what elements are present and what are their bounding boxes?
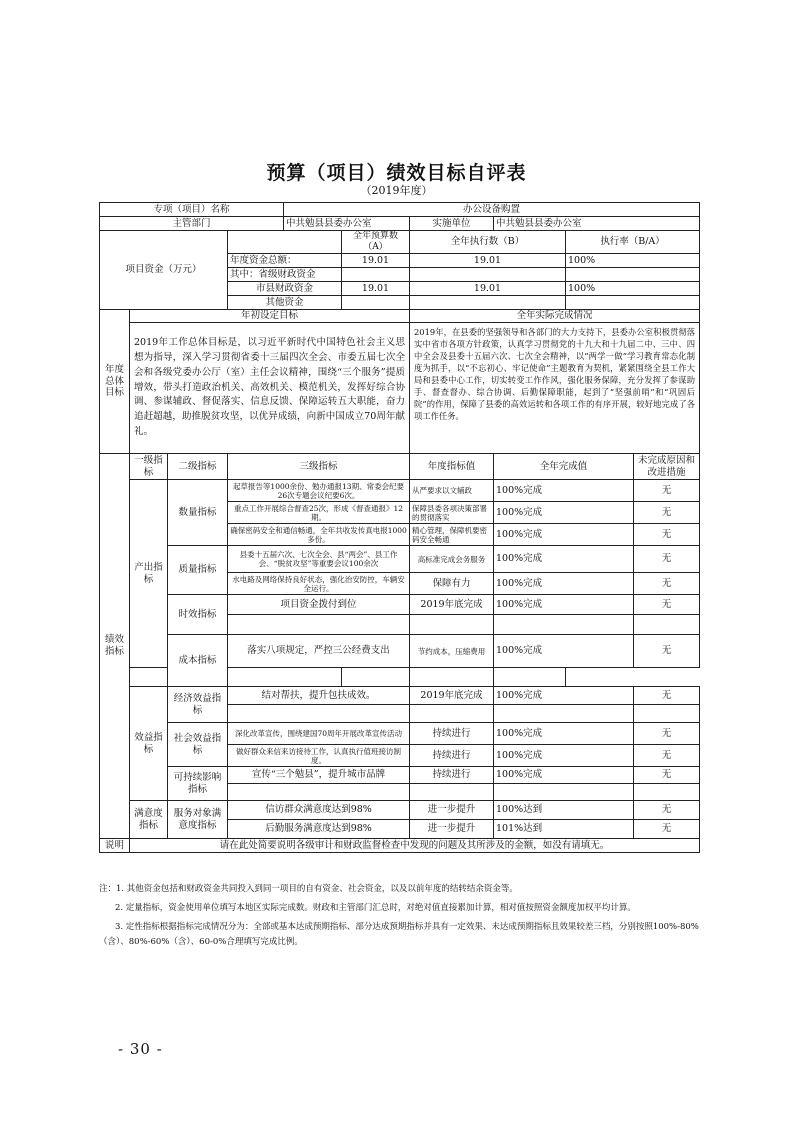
target-value: 2019年底完成 bbox=[410, 687, 494, 705]
third-level-text: 起草报告等1000余份、勉办通报13期、常委会纪要26次专题会议纪要6次。 bbox=[228, 480, 410, 502]
econ-indicator-label: 经济效益指标 bbox=[168, 687, 228, 723]
completion-value: 100%完成 bbox=[494, 502, 634, 524]
target-value: 持续进行 bbox=[410, 767, 494, 784]
completion-value: 100%达到 bbox=[494, 801, 634, 820]
reason-value bbox=[494, 668, 566, 687]
reason-value: 无 bbox=[634, 687, 700, 705]
third-level-text bbox=[228, 784, 410, 801]
funds-col-rate: 执行率（B/A） bbox=[566, 231, 700, 254]
third-level-text: 后勤服务满意度达到98% bbox=[228, 820, 410, 839]
completion-value: 100%完成 bbox=[494, 524, 634, 546]
reason-value bbox=[634, 784, 700, 801]
third-level-text bbox=[228, 615, 410, 635]
quality-indicator-label: 质量指标 bbox=[168, 546, 228, 595]
target-value bbox=[410, 705, 494, 723]
third-level-text: 水电路及网络保持良好状态，强化治安防控，车辆安全运行。 bbox=[228, 573, 410, 595]
goal-label: 年度总体目标 bbox=[100, 310, 130, 454]
satisfaction-indicator-label: 满意度指标 bbox=[130, 801, 168, 839]
service-indicator-label: 服务对象满意度指标 bbox=[168, 801, 228, 839]
unit-value: 中共勉县县委办公室 bbox=[494, 217, 700, 231]
funds-row-budget: 19.01 bbox=[342, 282, 410, 296]
reason-value: 无 bbox=[634, 573, 700, 595]
third-level-text bbox=[228, 705, 410, 723]
target-value: 保障县委各项决策部署的贯彻落实 bbox=[410, 502, 494, 524]
sustain-indicator-label: 可持续影响指标 bbox=[168, 767, 228, 801]
funds-label: 项目资金（万元） bbox=[100, 231, 228, 310]
target-value: 高标准完成会务服务 bbox=[410, 546, 494, 573]
completion-value bbox=[494, 615, 634, 635]
third-level-text: 做好群众来信来访接待工作，认真执行值班接访制度。 bbox=[228, 745, 410, 767]
target-value bbox=[342, 668, 410, 687]
target-value: 进一步提升 bbox=[410, 801, 494, 820]
target-value: 2019年底完成 bbox=[410, 595, 494, 615]
reason-value bbox=[634, 705, 700, 723]
document-year: （2019年度） bbox=[360, 184, 433, 197]
third-level-text: 确保密码安全和通信畅通，全年共收发传真电报1000多份。 bbox=[228, 524, 410, 546]
third-level-text: 信访群众满意度达到98% bbox=[228, 801, 410, 820]
target-value: 持续进行 bbox=[410, 745, 494, 767]
completion-value: 100%完成 bbox=[494, 687, 634, 705]
time-indicator-label: 时效指标 bbox=[168, 595, 228, 635]
completion-value: 100%完成 bbox=[494, 480, 634, 502]
quantity-indicator-label: 数量指标 bbox=[168, 480, 228, 546]
header-reason: 未完成原因和改进措施 bbox=[634, 454, 700, 480]
completion-value bbox=[494, 705, 634, 723]
reason-value bbox=[634, 615, 700, 635]
remark-label: 说明 bbox=[100, 839, 130, 853]
funds-row-budget bbox=[342, 296, 410, 310]
funds-row-label: 其他资金 bbox=[228, 296, 342, 310]
evaluation-table bbox=[99, 202, 700, 853]
reason-value: 无 bbox=[634, 801, 700, 820]
reason-value: 无 bbox=[634, 767, 700, 784]
goal-actual-text: 2019年，在县委的坚强领导和各部门的大力支持下，县委办公室积极贯彻落实中省市各项方针政策，认真学习贯彻党的十九大和十九届二中、三中、四中全会及县委十五届六次、七次全会精神，以“两学一做”学习教育常态化制度为抓手，以“不忘初心、牢记使命”主题教育为契机，紧紧围绕全县工作大局和县委中心工作，切实转变工作作风，强化服务保障，充分发挥了参谋助手、督查督办、综合协调、后勤保障职能，起到了“坚强前哨”和“巩固后院”的作用，保障了县委的高效运转和各项工作的有序开展，较好地完成了各项工作任务。 bbox=[410, 323, 700, 454]
reason-value: 无 bbox=[634, 820, 700, 839]
funds-row-exec bbox=[410, 296, 566, 310]
header-level2: 二级指标 bbox=[168, 454, 228, 480]
header-target: 年度指标值 bbox=[410, 454, 494, 480]
funds-col-budget: 全年预算数（A） bbox=[342, 231, 410, 254]
completion-value bbox=[494, 784, 634, 801]
funds-row-exec: 19.01 bbox=[410, 282, 566, 296]
indicators-label: 绩效指标 bbox=[100, 454, 130, 839]
funds-row-rate: 100% bbox=[566, 282, 700, 296]
completion-value: 100%完成 bbox=[494, 635, 634, 668]
project-name: 办公设备购置 bbox=[284, 203, 700, 217]
completion-value: 100%完成 bbox=[494, 723, 634, 745]
funds-row-exec: 19.01 bbox=[410, 254, 566, 268]
remark-text: 请在此处简要说明各级审计和财政监督检查中发现的问题及其所涉及的金额，如没有请填无。 bbox=[130, 839, 700, 853]
third-level-text: 县委十五届六次、七次全会、县“两会”、县工作会、“脱贫攻坚”等重要会议100余次 bbox=[228, 546, 410, 573]
third-level-text: 落实八项规定，严控三公经费支出 bbox=[228, 635, 410, 668]
target-value: 进一步提升 bbox=[410, 820, 494, 839]
funds-row-label: 市县财政资金 bbox=[228, 282, 342, 296]
reason-value: 无 bbox=[634, 595, 700, 615]
funds-row-rate: 100% bbox=[566, 254, 700, 268]
funds-row-exec bbox=[410, 268, 566, 282]
third-level-text: 深化改革宣传，围绕建国70周年开展改革宣传活动 bbox=[228, 723, 410, 745]
funds-row-label: 其中：省级财政资金 bbox=[228, 268, 342, 282]
reason-value: 无 bbox=[634, 745, 700, 767]
completion-value: 100%完成 bbox=[494, 767, 634, 784]
third-level-text: 重点工作开展综合督查25次，形成《督查通报》12期。 bbox=[228, 502, 410, 524]
funds-col-exec: 全年执行数（B） bbox=[410, 231, 566, 254]
footnotes bbox=[99, 882, 699, 954]
unit-label: 实施单位 bbox=[410, 217, 494, 231]
third-level-text: 项目资金拨付到位 bbox=[228, 595, 410, 615]
completion-value: 101%达到 bbox=[494, 820, 634, 839]
footnote: 注：1. 其他资金包括和财政资金共同投入到同一项目的自有资金、社会资金，以及以前年度的结转结余资金等。 bbox=[99, 884, 518, 894]
reason-value: 无 bbox=[634, 502, 700, 524]
reason-value: 无 bbox=[634, 480, 700, 502]
third-level-text: 宣传“三个勉县”，提升城市品牌 bbox=[228, 767, 410, 784]
funds-row-rate bbox=[566, 296, 700, 310]
target-value: 保障有力 bbox=[410, 573, 494, 595]
page-number: - 30 - bbox=[118, 1040, 163, 1058]
header-done: 全年完成值 bbox=[494, 454, 634, 480]
footnote: 3. 定性指标根据指标完成情况分为：全部或基本达成预期指标、部分达成预期指标并具有一定效果、未达成预期指标且效果较差三档，分别按照100%-80%（含）、80%-60%（含）、60-0%合理填写完成比例。 bbox=[99, 921, 699, 947]
completion-value: 100%完成 bbox=[494, 573, 634, 595]
funds-row-label: 年度资金总额： bbox=[228, 254, 342, 268]
document-title: 预算（项目）绩效目标自评表 bbox=[266, 162, 527, 184]
target-value bbox=[410, 615, 494, 635]
target-value: 精心管理，保障机要密码安全畅通 bbox=[410, 524, 494, 546]
reason-value: 无 bbox=[634, 546, 700, 573]
funds-row-budget: 19.01 bbox=[342, 254, 410, 268]
goal-actual-header: 全年实际完成情况 bbox=[410, 310, 700, 323]
cost-indicator-label: 成本指标 bbox=[168, 635, 228, 687]
social-indicator-label: 社会效益指标 bbox=[168, 723, 228, 767]
reason-value: 无 bbox=[634, 723, 700, 745]
third-level-text bbox=[130, 668, 342, 687]
reason-value: 无 bbox=[634, 635, 700, 668]
footnote: 2. 定量指标，资金使用单位填写本地区实际完成数。财政和主管部门汇总时，对绝对值直接累加计算，相对值按照资金额度加权平均计算。 bbox=[115, 902, 636, 913]
completion-value: 100%完成 bbox=[494, 595, 634, 615]
funds-row-rate bbox=[566, 268, 700, 282]
third-level-text: 结对帮扶，提升包扶成效。 bbox=[228, 687, 410, 705]
funds-header-blank bbox=[228, 231, 342, 254]
goal-planned-header: 年初设定目标 bbox=[130, 310, 410, 323]
output-indicator-label: 产出指标 bbox=[130, 480, 168, 668]
header-level1: 一级指标 bbox=[130, 454, 168, 480]
target-value: 持续进行 bbox=[410, 723, 494, 745]
completion-value bbox=[410, 668, 494, 687]
target-value bbox=[410, 784, 494, 801]
target-value: 节约成本，压缩费用 bbox=[410, 635, 494, 668]
funds-row-budget bbox=[342, 268, 410, 282]
reason-value: 无 bbox=[634, 524, 700, 546]
dept-label: 主管部门 bbox=[100, 217, 284, 231]
completion-value: 100%完成 bbox=[494, 546, 634, 573]
completion-value: 100%完成 bbox=[494, 745, 634, 767]
goal-planned-text: 2019年工作总体目标是，以习近平新时代中国特色社会主义思想为指导，深入学习贯彻省委十三届四次全会、市委五届七次全会和各级党委办公厅（室）主任会议精神，围绕“三个服务”提质增效，带头打造政治机关、高效机关、模范机关，发挥好综合协调、参谋辅政、督促落实、信息反馈、保障运转五大职能，奋力追赶超越，助推脱贫攻坚，以优异成绩，向新中国成立70周年献礼。 bbox=[130, 323, 410, 454]
project-name-label: 专项（项目）名称 bbox=[100, 203, 284, 217]
dept-value: 中共勉县县委办公室 bbox=[284, 217, 410, 231]
header-level3: 三级指标 bbox=[228, 454, 410, 480]
target-value: 从严要求以文辅政 bbox=[410, 480, 494, 502]
benefit-indicator-label: 效益指标 bbox=[130, 687, 168, 801]
